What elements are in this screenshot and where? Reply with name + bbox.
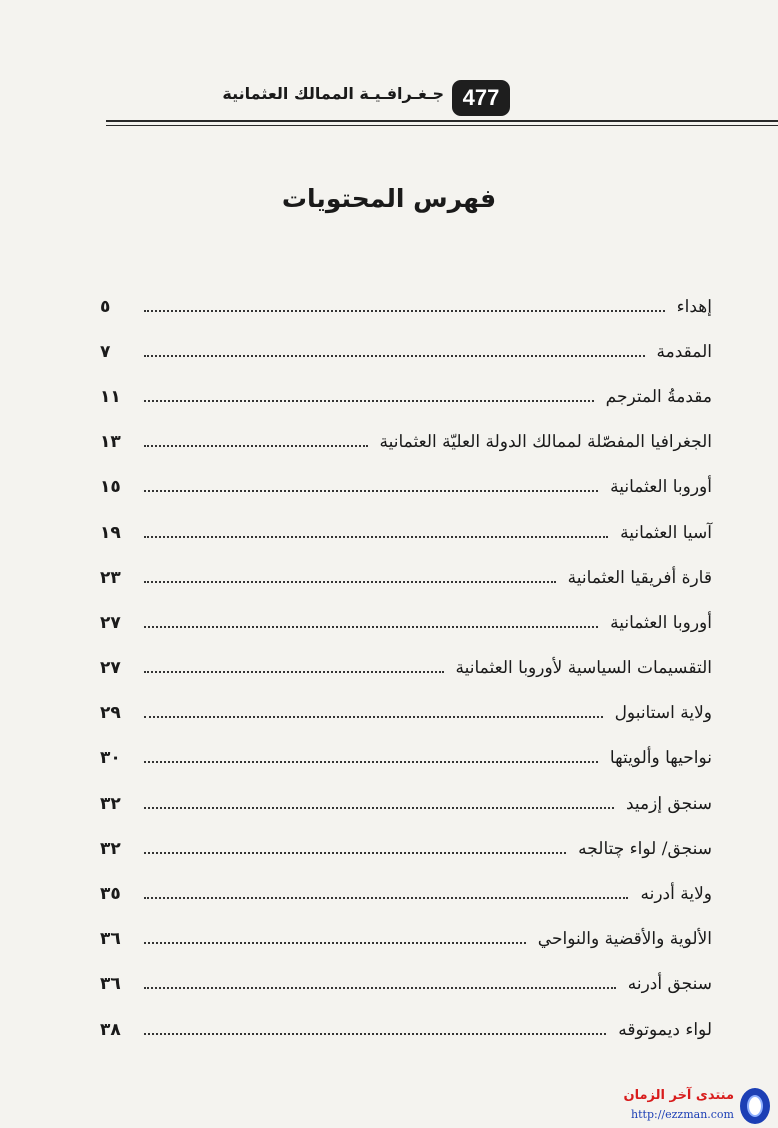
toc-entry-label: أوروبا العثمانية xyxy=(610,612,712,633)
toc-entry-label: الألوية والأقضية والنواحي xyxy=(537,929,712,950)
toc-entry-label: نواحيها وألويتها xyxy=(609,748,712,769)
toc-entry xyxy=(100,555,712,600)
toc-entry xyxy=(100,646,712,691)
toc-entry-page: ٣٦ xyxy=(100,929,121,950)
dot-leader xyxy=(144,942,526,944)
toc-entry-page: ٥ xyxy=(100,296,111,317)
header-rule xyxy=(106,120,778,122)
dot-leader xyxy=(144,852,566,854)
dot-leader xyxy=(144,626,598,628)
toc-entry-page: ٢٩ xyxy=(100,703,121,724)
dot-leader xyxy=(144,987,616,989)
toc-entry xyxy=(100,600,712,645)
toc-list xyxy=(100,284,712,1052)
toc-entry-label: ولاية أدرنه xyxy=(640,884,712,905)
toc-entry-page: ٣٥ xyxy=(100,884,121,905)
toc-entry xyxy=(100,691,712,736)
dot-leader xyxy=(144,716,603,718)
toc-entry xyxy=(100,420,712,465)
toc-entry-page: ١٩ xyxy=(100,522,121,543)
toc-entry xyxy=(100,284,712,329)
toc-entry-page: ٧ xyxy=(100,341,111,362)
toc-entry-page: ٣٠ xyxy=(100,748,121,769)
dot-leader xyxy=(144,536,608,538)
toc-entry xyxy=(100,917,712,962)
toc-entry-label: إهداء xyxy=(676,296,712,317)
shield-logo-icon xyxy=(740,1088,770,1124)
dot-leader xyxy=(144,671,444,673)
toc-entry-page: ٣٦ xyxy=(100,974,121,995)
toc-entry xyxy=(100,329,712,374)
toc-entry-label: سنجق إزميد xyxy=(625,793,712,814)
toc-entry-page: ١٣ xyxy=(100,432,121,453)
toc-entry xyxy=(100,962,712,1007)
toc-entry-label: أوروبا العثمانية xyxy=(610,477,712,498)
toc-entry-page: ١١ xyxy=(100,386,121,407)
toc-entry-page: ٣٢ xyxy=(100,838,121,859)
dot-leader xyxy=(144,445,368,447)
dot-leader xyxy=(144,761,598,763)
running-title: جـغـرافـيـة الممالك العثمانية xyxy=(222,84,444,103)
toc-entry-label: التقسيمات السياسية لأوروبا العثمانية xyxy=(455,658,712,679)
toc-entry-page: ٢٧ xyxy=(100,612,121,633)
dot-leader xyxy=(144,490,598,492)
dot-leader xyxy=(144,807,614,809)
toc-entry xyxy=(100,1007,712,1052)
toc-entry-label: سنجق/ لواء چتالجه xyxy=(578,838,712,859)
toc-entry xyxy=(100,736,712,781)
toc-entry-label: ولاية استانبول xyxy=(614,703,712,724)
toc-entry xyxy=(100,510,712,555)
toc-entry xyxy=(100,465,712,510)
toc-title: فهرس المحتويات xyxy=(281,184,497,213)
toc-entry xyxy=(100,826,712,871)
dot-leader xyxy=(144,897,628,899)
dot-leader xyxy=(144,355,645,357)
toc-entry-label: مقدمةُ المترجم xyxy=(605,386,712,407)
toc-entry-label: الجغرافيا المفصّلة لممالك الدولة العليّة العثمانية xyxy=(379,432,712,453)
watermark-url: http://ezzman.com xyxy=(631,1108,734,1121)
dot-leader xyxy=(144,1033,606,1035)
toc-entry xyxy=(100,374,712,419)
toc-entry-page: ٢٣ xyxy=(100,567,121,588)
toc-entry-label: لواء ديموتوقه xyxy=(618,1019,712,1040)
dot-leader xyxy=(144,310,665,312)
toc-entry xyxy=(100,781,712,826)
running-header xyxy=(0,72,778,122)
toc-entry xyxy=(100,871,712,916)
toc-entry-page: ١٥ xyxy=(100,477,121,498)
dot-leader xyxy=(144,581,556,583)
toc-entry-label: آسيا العثمانية xyxy=(620,522,712,543)
forum-watermark xyxy=(592,1084,778,1128)
toc-entry-label: المقدمة xyxy=(656,341,712,362)
header-rule-thin xyxy=(106,125,778,126)
watermark-name: منتدى آخر الزمان xyxy=(623,1088,734,1103)
toc-entry-page: ٣٢ xyxy=(100,793,121,814)
dot-leader xyxy=(144,400,594,402)
page-number-badge: 477 xyxy=(452,80,510,116)
toc-entry-page: ٣٨ xyxy=(100,1019,121,1040)
toc-entry-page: ٢٧ xyxy=(100,658,121,679)
toc-entry-label: قارة أفريقيا العثمانية xyxy=(567,567,712,588)
toc-entry-label: سنجق أدرنه xyxy=(627,974,712,995)
